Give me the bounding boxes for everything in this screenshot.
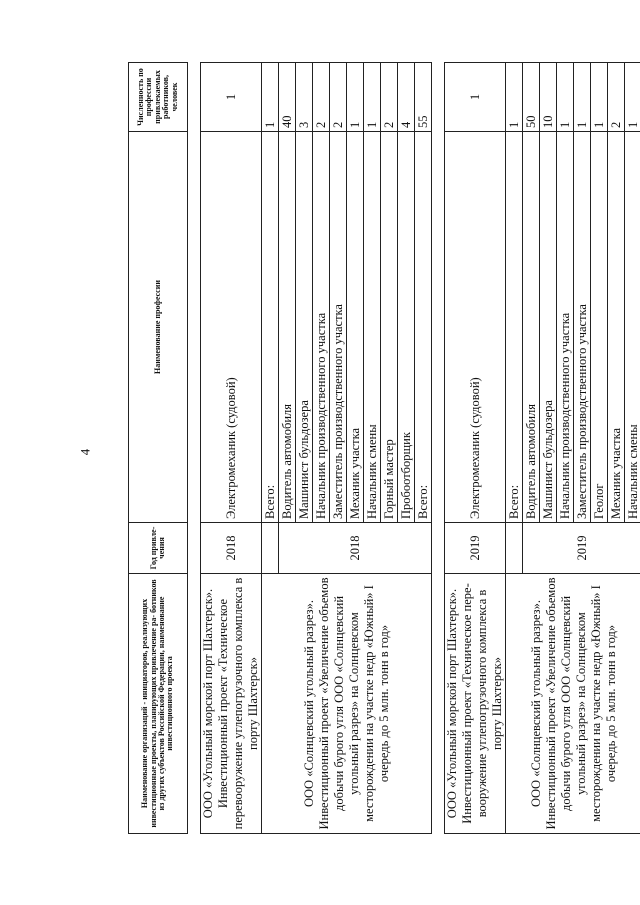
- header-profession: Наименование профессии: [129, 132, 188, 523]
- profession-cell: Начальник смены: [364, 132, 381, 523]
- rotated-table-wrapper: [128, 63, 640, 834]
- count-cell: 3: [296, 63, 313, 132]
- count-cell: 1: [201, 63, 262, 132]
- count-cell: 2: [381, 63, 398, 132]
- table-row: [201, 63, 262, 834]
- spacer-row: [432, 63, 445, 834]
- profession-cell: Начальник производственного участка: [313, 132, 330, 523]
- table-row: [506, 63, 523, 834]
- count-cell: 1: [347, 63, 364, 132]
- count-cell: 1: [506, 63, 523, 132]
- count-cell: 1: [574, 63, 591, 132]
- organization-cell: ООО «Угольный морской порт Шахтерск». Инвестиционный проект «Техническое пере- вооружение углепогрузочного комплекса в порту Шахтерск»: [445, 574, 506, 834]
- profession-cell: Водитель автомобиля: [523, 132, 540, 523]
- profession-cell: Машинист бульдозера: [540, 132, 557, 523]
- spacer-row: [188, 63, 201, 834]
- count-cell: 2: [313, 63, 330, 132]
- profession-cell: Механик участка: [608, 132, 625, 523]
- profession-cell: Водитель автомобиля: [279, 132, 296, 523]
- workers-table: [128, 62, 640, 834]
- count-cell: 40: [279, 63, 296, 132]
- header-year: Год привле- чения: [129, 523, 188, 574]
- year-cell: 2018: [279, 523, 432, 574]
- table-row: [445, 63, 506, 834]
- year-cell-empty: [262, 523, 279, 574]
- count-cell: 1: [364, 63, 381, 132]
- count-cell: 1: [625, 63, 640, 132]
- profession-cell: Начальник смены: [625, 132, 640, 523]
- count-cell: 1: [445, 63, 506, 132]
- organization-cell: ООО «Солнцевский угольный разрез». Инвестиционный проект «Увеличение объемов добычи бурого угля ООО «Солнцевский угольный разрез» на Солнцевском месторождении на участке недр «Южный» I очередь до 5 млн. тонн в год»: [506, 574, 640, 834]
- profession-cell: Геолог: [591, 132, 608, 523]
- year-cell: 2018: [201, 523, 262, 574]
- count-cell: 4: [398, 63, 415, 132]
- count-cell: 1: [591, 63, 608, 132]
- table-row: [262, 63, 279, 834]
- year-cell-empty: [506, 523, 523, 574]
- profession-cell: Машинист бульдозера: [296, 132, 313, 523]
- profession-cell: Заместитель производственного участка: [574, 132, 591, 523]
- year-cell: 2019: [445, 523, 506, 574]
- organization-cell: ООО «Угольный морской порт Шахтерск». Инвестиционный проект «Техническое перевооружение углепогрузочного комплекса в порту Шахтерск»: [201, 574, 262, 834]
- profession-cell: Механик участка: [347, 132, 364, 523]
- count-cell: 50: [523, 63, 540, 132]
- profession-cell: Электромеханик (судовой): [445, 132, 506, 523]
- count-cell: 2: [330, 63, 347, 132]
- header-row: [129, 63, 188, 834]
- year-cell: 2019: [523, 523, 640, 574]
- count-cell: 1: [557, 63, 574, 132]
- header-count: Численность по профессии привлекаемых работников, человек: [129, 63, 188, 132]
- count-cell: 2: [608, 63, 625, 132]
- organization-cell: ООО «Солнцевский угольный разрез». Инвестиционный проект «Увеличение объемов добычи бурого угля ООО «Солнцевский угольный разрез» на Солнцевском месторождении на участке недр «Южный» I очередь до 5 млн. тонн в год»: [262, 574, 432, 834]
- profession-cell: Всего:: [262, 132, 279, 523]
- profession-cell: Всего:: [506, 132, 523, 523]
- profession-cell: Заместитель производственного участка: [330, 132, 347, 523]
- count-cell: 10: [540, 63, 557, 132]
- page-number: 4: [77, 448, 93, 456]
- count-cell: 1: [262, 63, 279, 132]
- profession-cell: Горный мастер: [381, 132, 398, 523]
- profession-cell: Всего:: [415, 132, 432, 523]
- count-cell: 55: [415, 63, 432, 132]
- profession-cell: Электромеханик (судовой): [201, 132, 262, 523]
- header-organization: Наименование организаций - инициаторов, реализующих инвестиционные проекты, планирующих привлечение ра- ботников из других субъектов Российской Федерации, наименование инвестиционного проекта: [129, 574, 188, 834]
- profession-cell: Пробоотборщик: [398, 132, 415, 523]
- profession-cell: Начальник производственного участка: [557, 132, 574, 523]
